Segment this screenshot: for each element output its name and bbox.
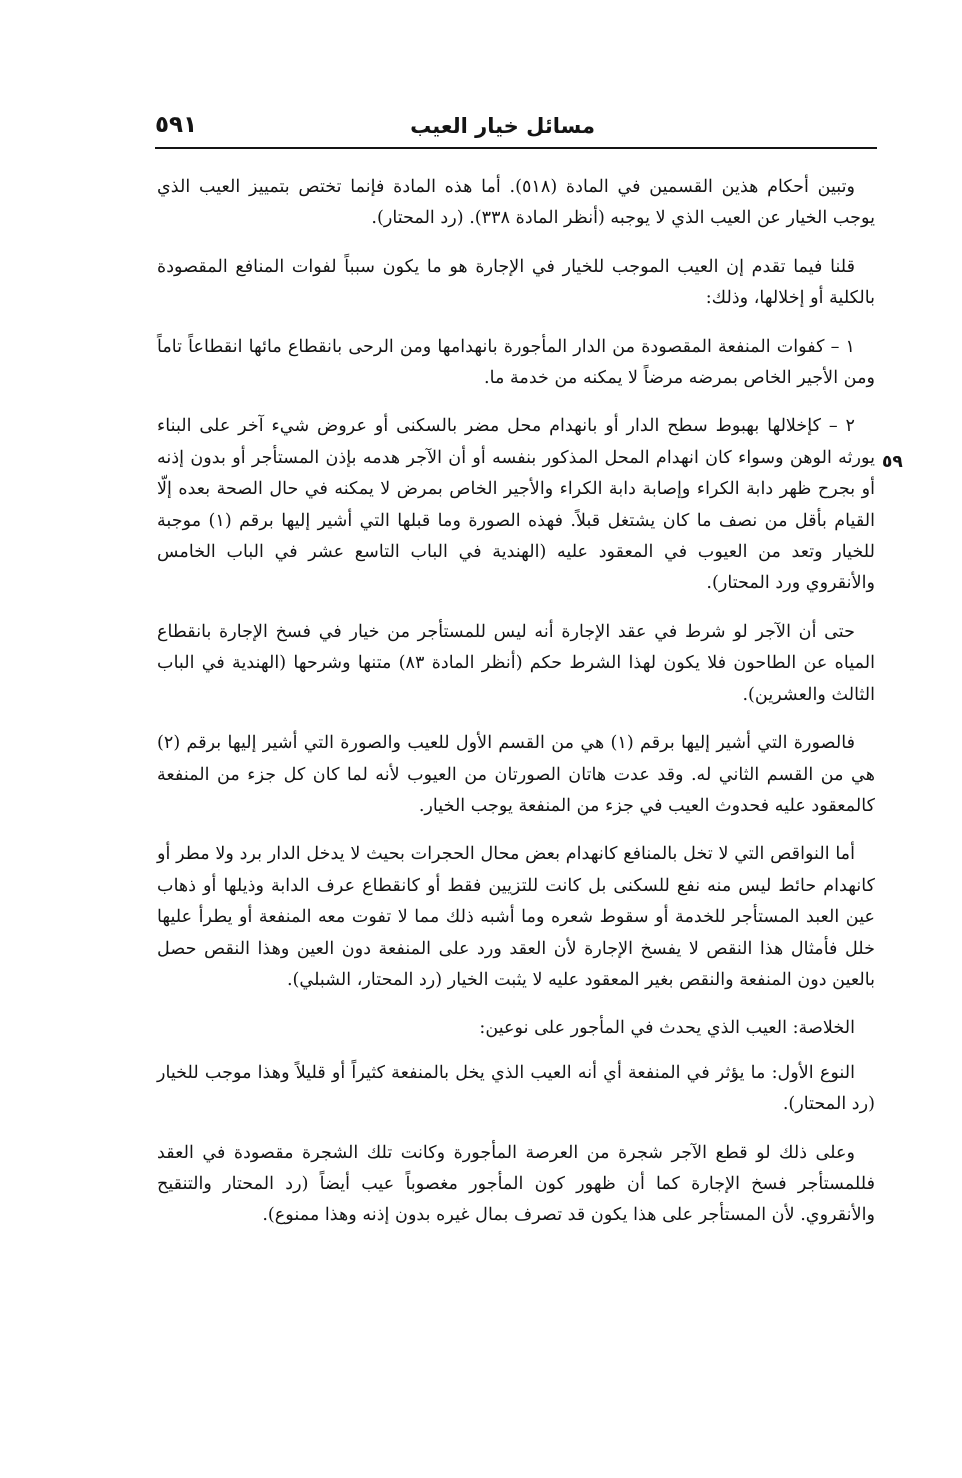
running-title: مسائل خيار العيب <box>410 114 595 138</box>
page-header <box>155 110 877 146</box>
margin-note: ٥٩ <box>882 452 903 472</box>
paragraph-8: الخلاصة: العيب الذي يحدث في المأجور على نوعين: <box>479 1018 855 1039</box>
paragraph-7: أما النواقص التي لا تخل بالمنافع كانهدام بعض محال الحجرات بحيث لا يدخل الدار برد ولا مطر أو كانهدام حائط ليس منه نفع للسكنى بل كانت للتزيين فقط أو كانقطاع عرف الدابة وذيلها أو ذهاب عين العبد المستأجر للخدمة أو سقوط شعره وما أشبه ذلك مما لا تفوت معه المنفعة أو يطرأ عليها خلل فأمثال هذا النقص لا يفسخ الإجارة لأن العقد ورد على المنفعة دون العين وهذا النقص حصل بالعين دون المنفعة والنقص بغير المعقود عليه لا يثبت الخيار (رد المحتار، الشبلي). <box>157 844 875 990</box>
paragraph-2: قلنا فيما تقدم إن العيب الموجب للخيار في الإجارة هو ما يكون سبباً لفوات المنافع المقصودة بالكلية أو إخلالها، وذلك: <box>157 256 875 309</box>
paragraph-6: فالصورة التي أشير إليها برقم (١) هي من القسم الأول للعيب والصورة التي أشير إليها برقم (٢) هي من القسم الثاني له. وقد عدت هاتان الصورتان من العيوب لأنه لما كان كل جزء من المنفعة كالمعقود عليه فحدوث العيب في جزء من المنفعة يوجب الخيار. <box>157 733 875 816</box>
paragraph-3: ١ – كفوات المنفعة المقصودة من الدار المأجورة بانهدامها ومن الرحى بانقطاع مائها انقطاعاً تاماً ومن الأجير الخاص بمرضه مرضاً لا يمكنه من خدمة ما. <box>157 336 875 389</box>
page-number: ٥٩١ <box>155 112 198 138</box>
paragraph-5: حتى أن الآجر لو شرط في عقد الإجارة أنه ليس للمستأجر من خيار في فسخ الإجارة بانقطاع المياه عن الطاحون فلا يكون لهذا الشرط حكم (أنظر المادة ٨٣) متنها وشرحها (الهندية في الباب الثالث والعشرين). <box>157 621 875 705</box>
body-text <box>157 172 875 1249</box>
paragraph-10: وعلى ذلك لو قطع الآجر شجرة من العرصة المأجورة وكانت تلك الشجرة مقصودة في العقد فللمستأجر فسخ الإجارة كما أن ظهور كون المأجور مغصوباً عيب أيضاً (رد المحتار والتنقيح والأنقروي. لأن المستأجر على هذا يكون قد تصرف بمال غيره بدون إذنه وهذا ممنوع). <box>157 1142 875 1226</box>
header-divider <box>155 147 877 149</box>
paragraph-1: وتبين أحكام هذين القسمين في المادة (٥١٨). أما هذه المادة فإنما تختص بتمييز العيب الذي يوجب الخيار عن العيب الذي لا يوجبه (أنظر المادة ٣٣٨). (رد المحتار). <box>157 177 875 229</box>
paragraph-4: ٢ – كإخلالها بهبوط سطح الدار أو بانهدام محل مضر بالسكنى أو عروض شيء آخر على البناء يورثه الوهن وسواء كان انهدام المحل المذكور بنفسه أو أن الآجر هدمه بإذن المستأجر أو بدون إذنه أو بجرح ظهر دابة الكراء وإصابة دابة الكراء والأجير الخاص بمرض لا يمكنه في حال الصحة بعده إلّا القيام بأقل من نصف ما كان يشتغل قبلاً. فهذه الصورة وما قبلها التي أشير إليها برقم (١) موجبة للخيار وتعد من العيوب في المعقود عليه (الهندية في الباب التاسع عشر في الباب الخامس والأنقروي ورد المحتار). <box>157 416 875 594</box>
paragraph-9: النوع الأول: ما يؤثر في المنفعة أي أنه العيب الذي يخل بالمنفعة كثيراً أو قليلاً وهذا موجب للخيار (رد المحتار). <box>157 1062 875 1115</box>
